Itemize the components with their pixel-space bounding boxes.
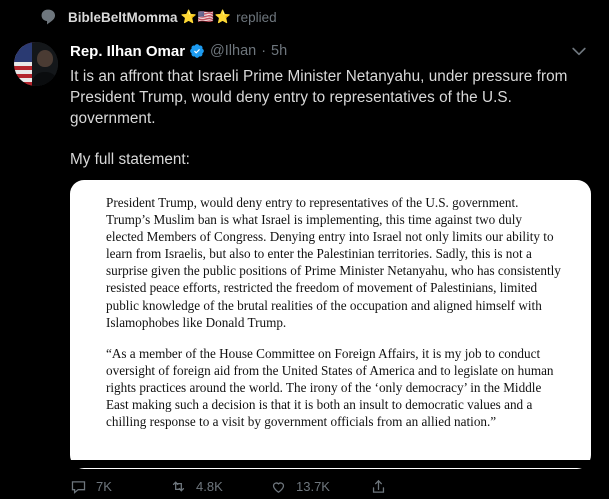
statement-label: My full statement:	[70, 151, 190, 168]
retweet-icon	[170, 478, 187, 495]
tweet-author-row	[70, 40, 591, 62]
tweet	[0, 34, 609, 469]
share-button[interactable]	[370, 478, 396, 495]
tweet-action-bar	[0, 469, 609, 499]
reply-count: 7K	[96, 478, 112, 494]
reply-context-name[interactable]: BibleBeltMomma	[68, 9, 178, 25]
verified-badge-icon	[189, 43, 205, 59]
reply-context-verb: replied	[236, 9, 277, 25]
share-icon	[370, 478, 387, 495]
like-button[interactable]	[270, 478, 370, 495]
author-handle[interactable]: @Ilhan	[210, 43, 257, 59]
statement-paragraph-2: “As a member of the House Committee on Foreign Affairs, it is my job to conduct oversight of foreign aid from the United States of America and to legislate on human rights practices around the world. The irony of the ‘only democracy’ in the Middle East making such a decision is that it is both an insult to democratic values and a chilling response to a visit by government officials from an allied nation.”	[106, 345, 554, 430]
meta-separator: ·	[261, 43, 267, 59]
heart-icon	[270, 478, 287, 495]
retweet-button[interactable]	[170, 478, 270, 495]
avatar[interactable]	[14, 42, 58, 86]
reply-context-emojis: ⭐🇺🇸⭐	[180, 9, 233, 24]
comment-icon	[70, 478, 87, 495]
author-display-name[interactable]: Rep. Ilhan Omar	[70, 42, 186, 60]
retweet-count: 4.8K	[196, 478, 223, 494]
like-count: 13.7K	[296, 478, 330, 494]
avatar-column	[14, 40, 70, 469]
statement-image-card[interactable]	[70, 180, 591, 469]
tweet-body	[70, 40, 595, 469]
chevron-down-icon[interactable]	[569, 41, 591, 61]
reply-button[interactable]	[70, 478, 170, 495]
statement-paragraph-1: President Trump, would deny entry to representatives of the U.S. government. Trump’s Muslim ban is what Israel is implementing, this time against two duly elected Members of Congress. Denying entry into Israel not only limits our ability to learn from Israelis, but also to enter the Palestinian territories. Sadly, this is not a surprise given the public positions of Prime Minister Netanyahu, who has consistently resisted peace efforts, restricted the freedom of movement of Palestinians, limited public knowledge of the brutal realities of the occupation and aligned himself with Islamophobes like Donald Trump.	[106, 195, 561, 330]
reply-arrow-icon	[40, 8, 58, 26]
reply-context-row[interactable]	[0, 0, 609, 34]
tweet-text: It is an affront that Israeli Prime Minister Netanyahu, under pressure from President Trump, would deny entry to representatives of the U.S. government.	[70, 68, 568, 127]
tweet-timestamp[interactable]: 5h	[271, 43, 288, 59]
avatar-head	[37, 50, 53, 67]
